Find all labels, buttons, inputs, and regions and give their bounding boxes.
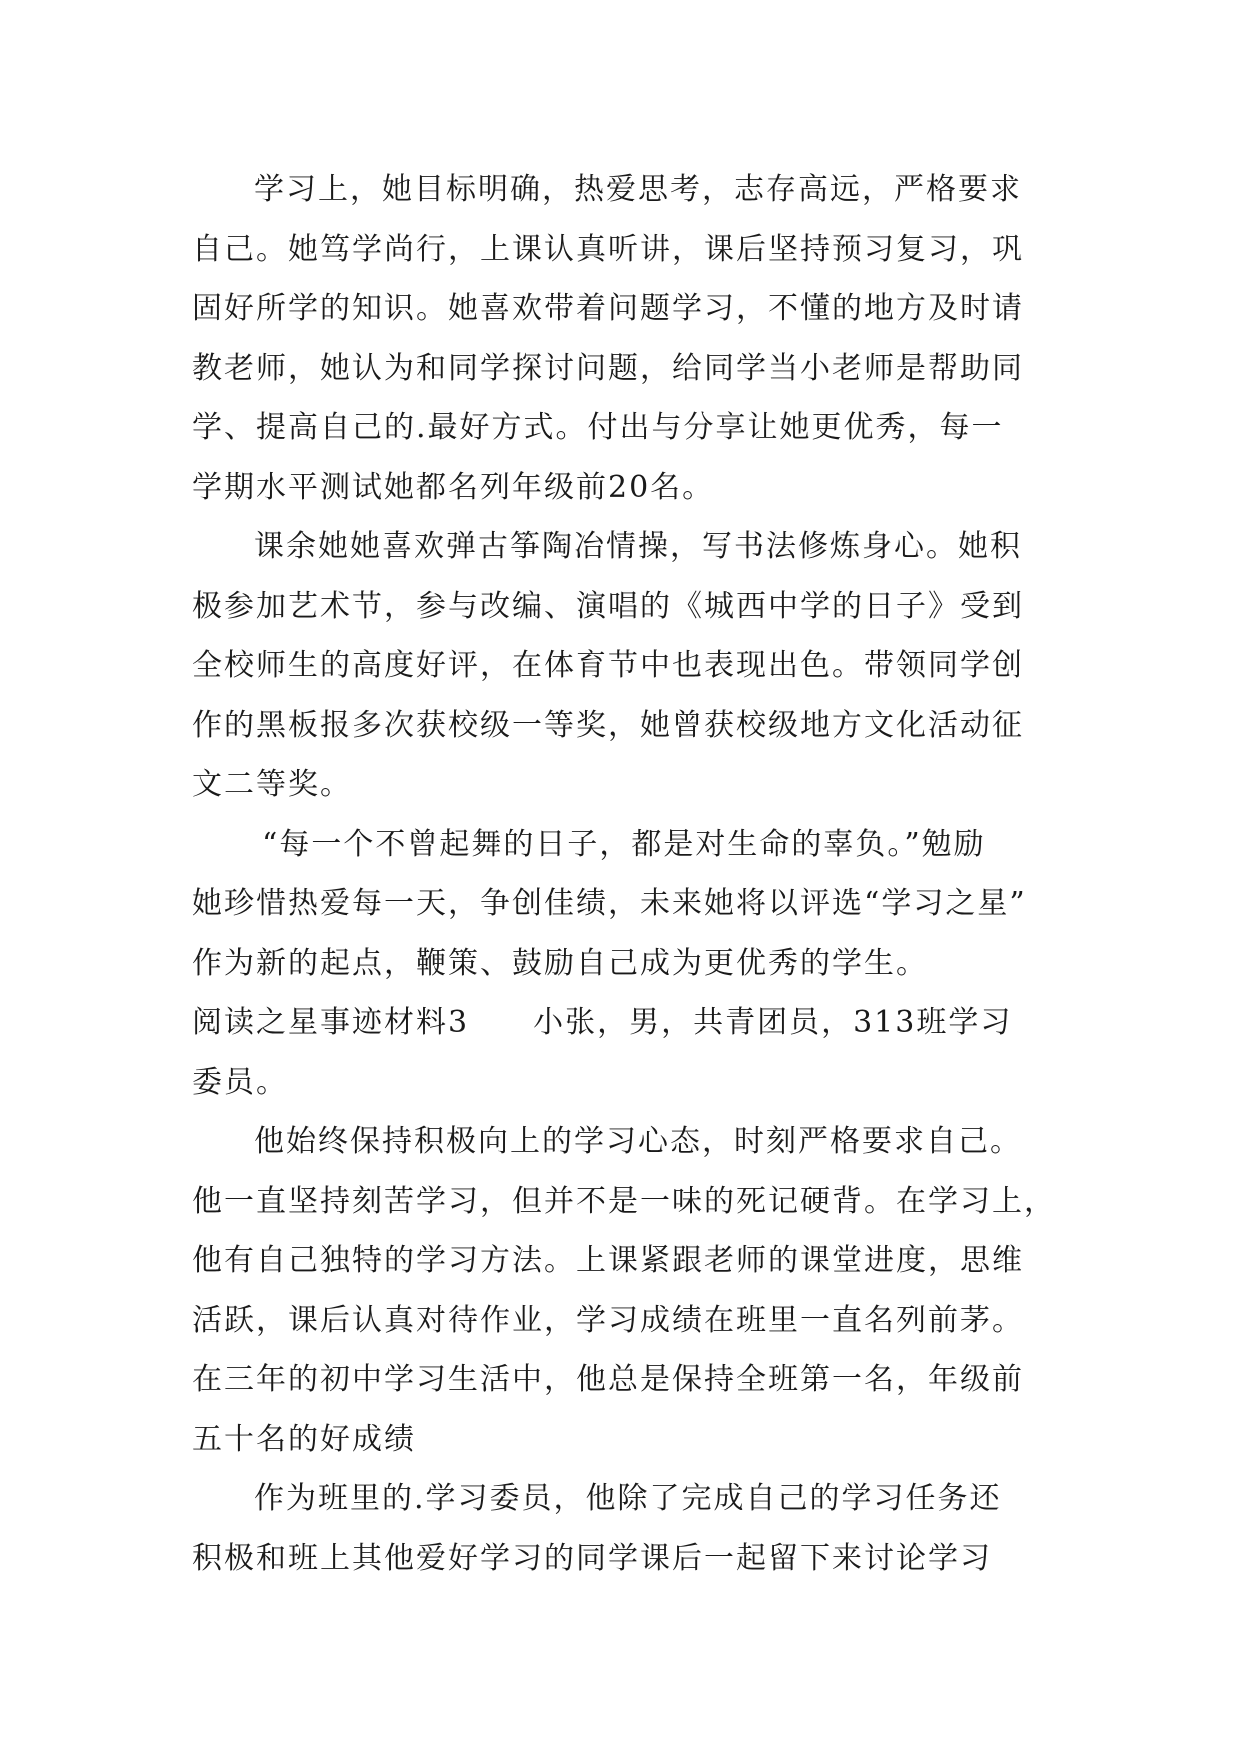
text-line: 在三年的初中学习生活中，他总是保持全班第一名，年级前 bbox=[192, 1362, 1024, 1397]
text-line: 教老师，她认为和同学探讨问题，给同学当小老师是帮助同 bbox=[192, 350, 1024, 386]
text-line: 作为班里的.学习委员，他除了完成自己的学习任务还 bbox=[254, 1481, 1002, 1516]
text-line: 他有自己独特的学习方法。上课紧跟老师的课堂进度，思维 bbox=[192, 1243, 1024, 1278]
text-line: 作为新的起点，鞭策、鼓励自己成为更优秀的学生。 bbox=[192, 945, 928, 981]
text-line: 她珍惜热爱每一天，争创佳绩，未来她将以评选“学习之星” bbox=[192, 886, 1027, 921]
text-line: 固好所学的知识。她喜欢带着问题学习，不懂的地方及时请 bbox=[192, 291, 1024, 326]
text-line: 活跃，课后认真对待作业，学习成绩在班里一直名列前茅。 bbox=[192, 1302, 1024, 1338]
text-line: 课余她她喜欢弹古筝陶冶情操，写书法修炼身心。她积 bbox=[254, 529, 1022, 564]
section-heading-line: 阅读之星事迹材料3 小张，男，共青团员，313班学习 bbox=[192, 1005, 1013, 1040]
document-body bbox=[192, 160, 1056, 1588]
text-line: “每一个不曾起舞的日子，都是对生命的辜负。”勉励 bbox=[262, 826, 986, 862]
text-line: 委员。 bbox=[192, 1064, 288, 1100]
text-line: 学期水平测试她都名列年级前20名。 bbox=[192, 469, 715, 505]
text-line: 他一直坚持刻苦学习，但并不是一味的死记硬背。在学习上， bbox=[192, 1183, 1056, 1219]
text-line: 学、提高自己的.最好方式。付出与分享让她更优秀，每一 bbox=[192, 410, 1004, 445]
text-line: 五十名的好成绩 bbox=[192, 1421, 416, 1457]
text-line: 学习上，她目标明确，热爱思考，志存高远，严格要求 bbox=[254, 172, 1022, 207]
text-line: 文二等奖。 bbox=[192, 767, 352, 802]
text-line: 他始终保持积极向上的学习心态，时刻严格要求自己。 bbox=[254, 1124, 1022, 1159]
text-line: 极参加艺术节，参与改编、演唱的《城西中学的日子》受到 bbox=[192, 588, 1024, 624]
text-line: 作的黑板报多次获校级一等奖，她曾获校级地方文化活动征 bbox=[192, 707, 1024, 743]
text-line: 积极和班上其他爱好学习的同学课后一起留下来讨论学习 bbox=[192, 1540, 992, 1576]
text-line: 自己。她笃学尚行，上课认真听讲，课后坚持预习复习，巩 bbox=[192, 231, 1024, 267]
text-line: 全校师生的高度好评，在体育节中也表现出色。带领同学创 bbox=[192, 648, 1024, 683]
